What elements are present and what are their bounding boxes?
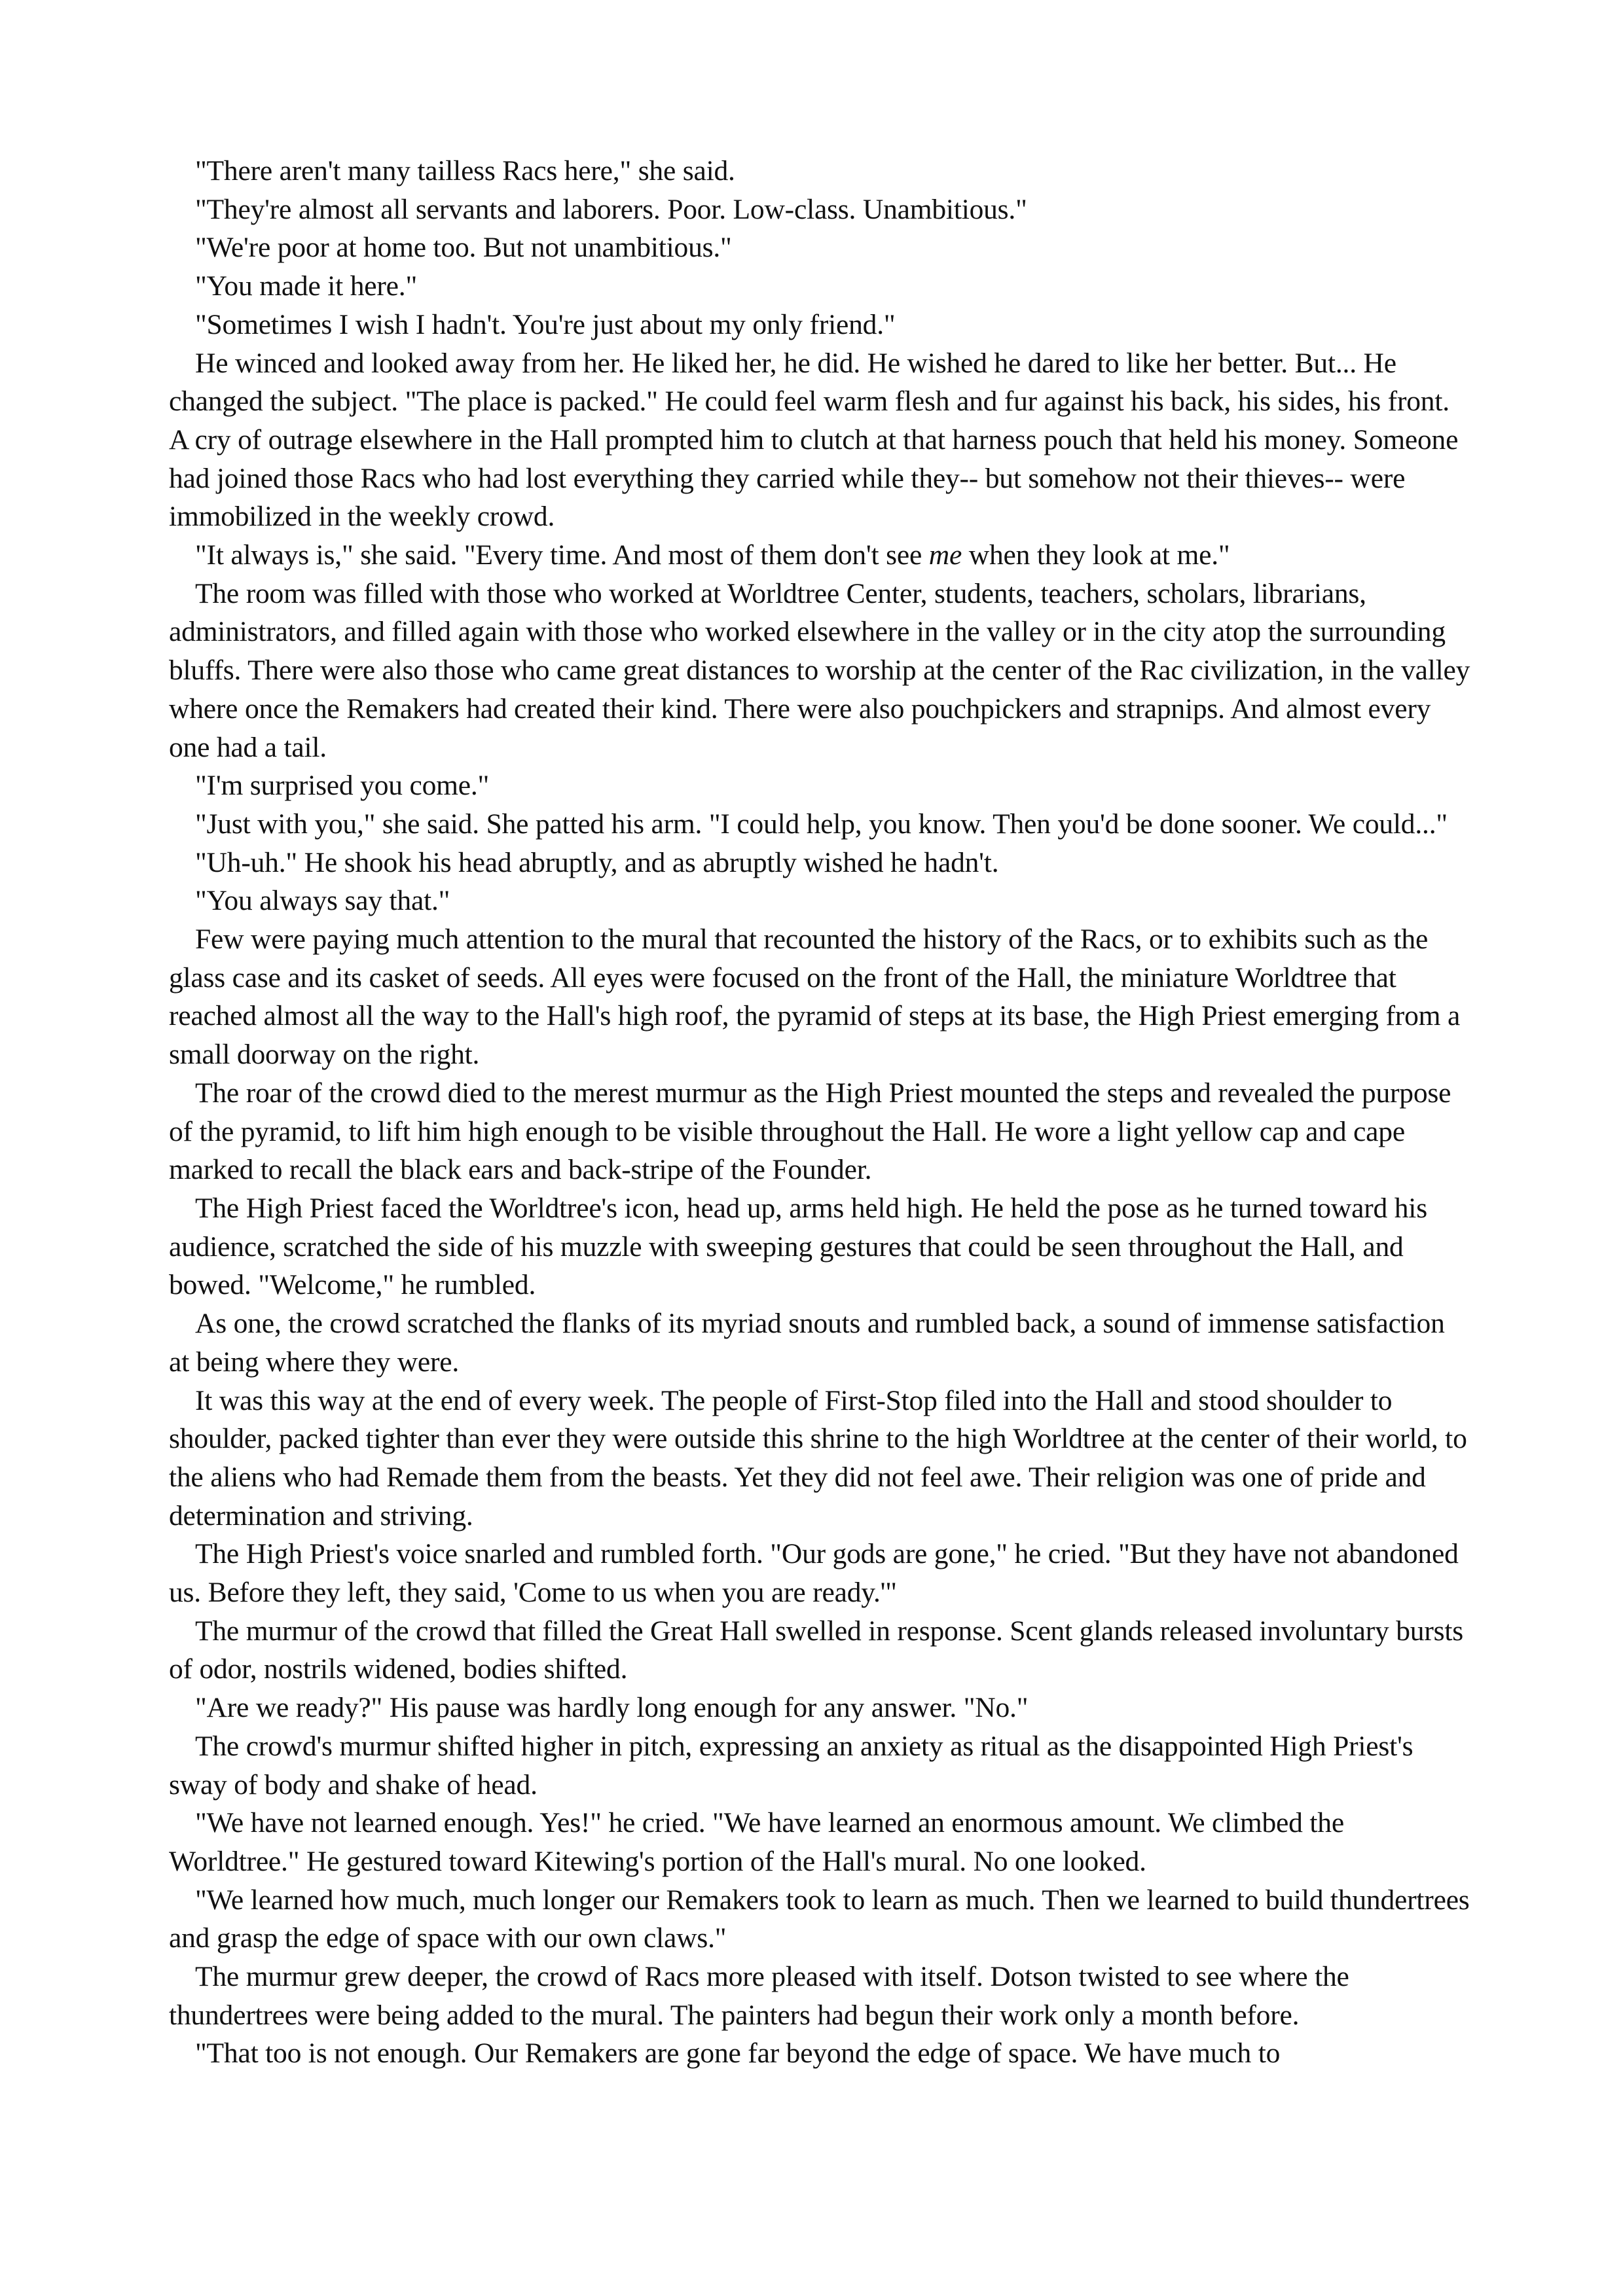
- paragraph-6: He winced and looked away from her. He liked her, he did. He wished he dared to like her better. But... He changed the subject. "The place is packed." He could feel warm flesh and fur against his back, his sides, his front. A cry of outrage elsewhere in the Hall prompted him to clutch at that harness pouch that held his money. Someone had joined those Racs who had lost everything they carried while they-- but somehow not their thieves-- were immobilized in the weekly crowd.: [169, 347, 1459, 533]
- paragraph-15: The High Priest faced the Worldtree's icon, head up, arms held high. He held the pose as he turned toward his audience, scratched the side of his muzzle with sweeping gestures that could be seen throughout the Hall, and bowed. "Welcome," he rumbled.: [169, 1192, 1427, 1301]
- paragraph-21: The crowd's murmur shifted higher in pitch, expressing an anxiety as ritual as the disappointed High Priest's sway of body and shake of head.: [169, 1730, 1413, 1801]
- paragraph-25: "That too is not enough. Our Remakers are gone far beyond the edge of space. We have much to: [195, 2037, 1281, 2070]
- paragraph-8: The room was filled with those who worked at Worldtree Center, students, teachers, scholars, librarians, administrators, and filled again with those who worked elsewhere in the valley or in the city atop the surrounding bluffs. There were also those who came great distances to worship at the center of the Rac civilization, in the valley where once the Remakers had created their kind. There were also pouchpickers and strapnips. And almost every one had a tail.: [169, 577, 1470, 763]
- paragraph-22: "We have not learned enough. Yes!" he cried. "We have learned an enormous amount. We climbed the Worldtree." He gestured toward Kitewing's portion of the Hall's mural. No one looked.: [169, 1807, 1344, 1877]
- paragraph-17: It was this way at the end of every week. The people of First-Stop filed into the Hall and stood shoulder to shoulder, packed tighter than ever they were outside this shrine to the high Worldtree at the center of their world, to the aliens who had Remade them from the beasts. Yet they did not feel awe. Their religion was one of pride and determination and striving.: [169, 1384, 1467, 1532]
- paragraph-7-text-after: when they look at me.": [962, 539, 1230, 571]
- paragraph-14: The roar of the crowd died to the merest murmur as the High Priest mounted the steps and revealed the purpose of the pyramid, to lift him high enough to be visible throughout the Hall. He wore a light yellow cap and cape marked to recall the black ears and back-stripe of the Founder.: [169, 1077, 1451, 1186]
- paragraph-12: "You always say that.": [195, 885, 450, 917]
- paragraph-13: Few were paying much attention to the mural that recounted the history of the Racs, or to exhibits such as the glass case and its casket of seeds. All eyes were focused on the front of the Hall, the miniature Worldtree that reached almost all the way to the Hall's high roof, the pyramid of steps at its base, the High Priest emerging from a small doorway on the right.: [169, 924, 1461, 1071]
- paragraph-3: "We're poor at home too. But not unambitious.": [195, 232, 732, 264]
- document-page: [169, 152, 1472, 2073]
- paragraph-9: "I'm surprised you come.": [195, 770, 490, 802]
- paragraph-11: "Uh-uh." He shook his head abruptly, and as abruptly wished he hadn't.: [195, 846, 999, 878]
- paragraph-16: As one, the crowd scratched the flanks of its myriad snouts and rumbled back, a sound of immense satisfaction at being where they were.: [169, 1308, 1445, 1378]
- paragraph-20: "Are we ready?" His pause was hardly long enough for any answer. "No.": [195, 1692, 1029, 1724]
- paragraph-4: "You made it here.": [195, 270, 417, 302]
- paragraph-18: The High Priest's voice snarled and rumbled forth. "Our gods are gone," he cried. "But they have not abandoned us. Before they left, they said, 'Come to us when you are ready.'": [169, 1538, 1459, 1609]
- paragraph-24: The murmur grew deeper, the crowd of Racs more pleased with itself. Dotson twisted to see where the thundertrees were being added to the mural. The painters had begun their work only a month before.: [169, 1961, 1349, 2031]
- paragraph-1: "There aren't many tailless Racs here," she said.: [195, 155, 735, 187]
- paragraph-7: [169, 536, 1472, 575]
- paragraph-2: "They're almost all servants and laborers. Poor. Low-class. Unambitious.": [195, 193, 1027, 225]
- paragraph-10: "Just with you," she said. She patted his arm. "I could help, you know. Then you'd be done sooner. We could...": [195, 808, 1448, 840]
- paragraph-7-text-before: "It always is," she said. "Every time. And most of them don't see: [195, 539, 929, 571]
- paragraph-23: "We learned how much, much longer our Remakers took to learn as much. Then we learned to build thundertrees and grasp the edge of space with our own claws.": [169, 1884, 1470, 1954]
- paragraph-7-emphasis: me: [928, 539, 962, 571]
- paragraph-19: The murmur of the crowd that filled the Great Hall swelled in response. Scent glands released involuntary bursts of odor, nostrils widened, bodies shifted.: [169, 1615, 1463, 1685]
- paragraph-5: "Sometimes I wish I hadn't. You're just about my only friend.": [195, 308, 896, 340]
